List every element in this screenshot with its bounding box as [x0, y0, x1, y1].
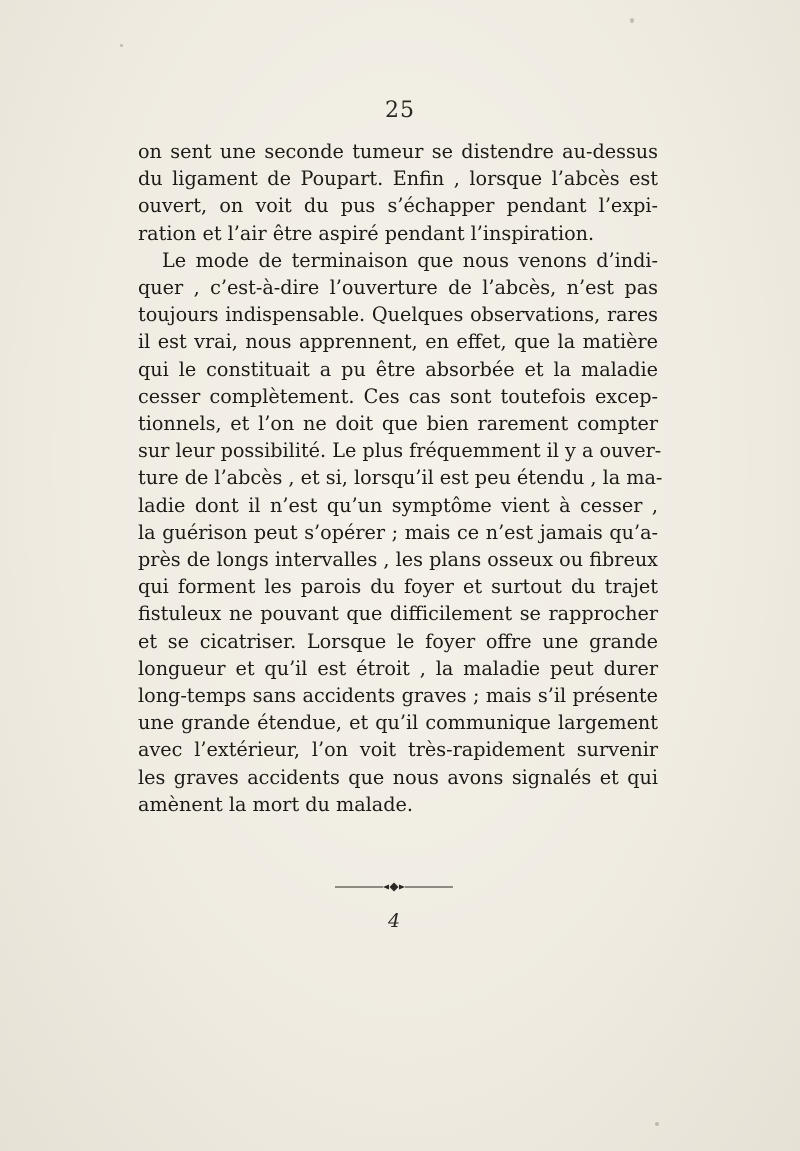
text-line: qui forment les parois du foyer et surtout du trajet: [138, 575, 658, 599]
text-line: qui le constituait a pu être absorbée et la maladie: [138, 357, 658, 381]
text-line: cesser complètement. Ces cas sont toutefois excep-: [138, 384, 658, 408]
text-line: fistuleux ne pouvant que difficilement se rapprocher: [138, 602, 658, 626]
text-line: tionnels, et l’on ne doit que bien rarement compter: [138, 412, 658, 436]
paper-speck: [630, 18, 634, 23]
body-text: [138, 138, 663, 818]
text-line: ture de l’abcès , et si, lorsqu’il est peu étendu , la ma-: [138, 466, 663, 490]
text-line: Le mode de terminaison que nous venons d’indi-: [162, 248, 658, 272]
text-line: près de longs intervalles , les plans osseux ou fibreux: [138, 548, 658, 572]
text-line: du ligament de Poupart. Enfin , lorsque l’abcès est: [138, 167, 658, 191]
text-line: il est vrai, nous apprennent, en effet, que la matière: [138, 330, 658, 354]
text-line: ration et l’air être aspiré pendant l’inspiration.: [138, 221, 595, 245]
text-line: on sent une seconde tumeur se distendre au-dessus: [138, 140, 658, 163]
text-line: toujours indispensable. Quelques observations, rares: [138, 303, 658, 327]
text-line: long-temps sans accidents graves ; mais s’il présente: [138, 684, 658, 708]
ornament-divider: [335, 882, 453, 892]
text-line: amènent la mort du malade.: [138, 792, 413, 816]
text-line: la guérison peut s’opérer ; mais ce n’est jamais qu’a-: [138, 520, 658, 544]
text-line: sur leur possibilité. Le plus fréquemment il y a ouver-: [138, 439, 662, 463]
paragraph-1: [138, 138, 658, 247]
text-line: une grande étendue, et qu’il communique largement: [138, 711, 658, 735]
paper-speck: [120, 44, 123, 47]
signature-mark: 4: [388, 910, 401, 932]
page-number: 25: [385, 98, 415, 123]
text-line: les graves accidents que nous avons signalés et qui: [138, 765, 658, 789]
text-line: ouvert, on voit du pus s’échapper pendant l’expi-: [138, 194, 658, 218]
text-line: ladie dont il n’est qu’un symptôme vient à cesser ,: [138, 493, 658, 517]
text-line: longueur et qu’il est étroit , la maladie peut durer: [138, 656, 658, 680]
text-line: et se cicatriser. Lorsque le foyer offre une grande: [138, 629, 658, 653]
paragraph-2: [138, 247, 663, 818]
text-line: avec l’extérieur, l’on voit très-rapidement survenir: [138, 738, 658, 762]
paper-speck: [655, 1122, 659, 1126]
text-line: quer , c’est-à-dire l’ouverture de l’abcès, n’est pas: [138, 276, 658, 300]
